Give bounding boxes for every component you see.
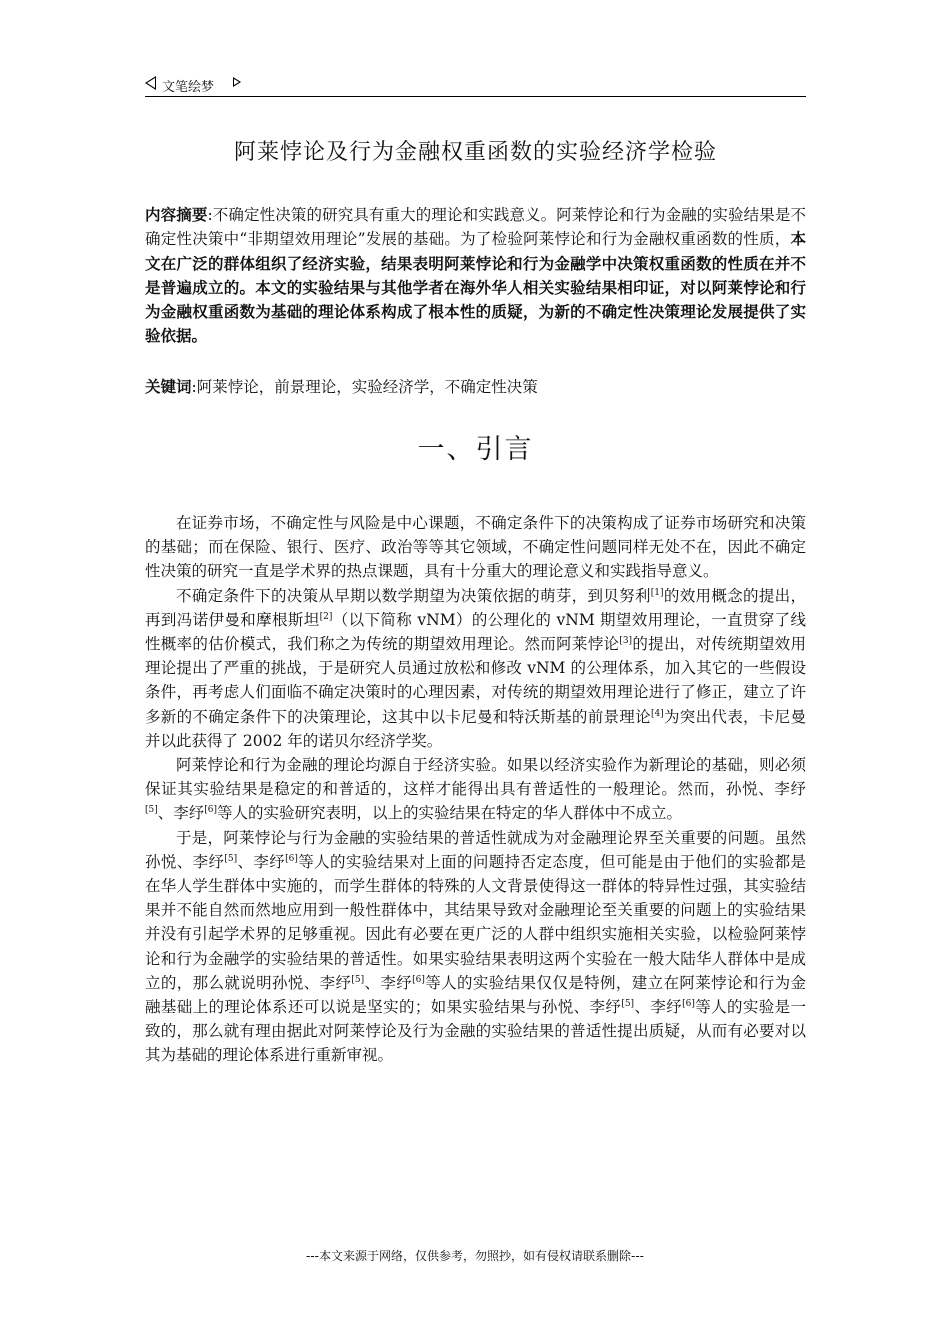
citation-ref: [1]: [650, 587, 664, 598]
citation-ref: [6]: [285, 853, 298, 864]
paragraph-text: 不确定条件下的决策从早期以数学期望为决策依据的萌芽，到贝努利: [176, 586, 651, 605]
abstract-label: 内容摘要: [145, 206, 208, 224]
citation-ref: [5]: [224, 853, 238, 864]
paragraph-text: 、李纾: [237, 852, 286, 871]
paragraph-text: 、李纾: [157, 804, 205, 823]
paragraph-text: 等人的实验结果对上面的问题持否定态度，但可能是由于他们的实验都是在华人学生群体中实施的，而学生群体的特殊的人文背景使得这一群体的特异性过强，其实验结果并不能自然而然地应用到一般性群体中，其结果导致对金融理论至关重要的问题上的实验结果并没有引起学术界的足够重视。因此有必要在更广泛的人群中组织实施相关实验，以检验阿莱悖论和行为金融学的实验结果的普适性。如果实验结果表明这两个实验在一般大陆华人群体中是成立的，那么就说明孙悦、李纾: [145, 852, 806, 992]
document-title: 阿莱悖论及行为金融权重函数的实验经济学检验: [233, 140, 717, 165]
abstract: [145, 203, 806, 349]
keywords: [145, 375, 806, 399]
citation-ref: [5]: [351, 974, 365, 985]
paragraph-text: 等人的实验是一致的，那么就有理由据此对阿莱悖论及行为金融的实验结果的普适性提出质疑，从而有必要对以其为基础的理论体系进行重新审视。: [145, 998, 806, 1065]
paragraph-text: 等人的实验研究表明，以上的实验结果在特定的华人群体中不成立。: [217, 804, 683, 823]
citation-ref: [6]: [682, 998, 695, 1009]
paragraph: [145, 826, 806, 1068]
citation-ref: [4]: [650, 708, 664, 719]
footer-notice: ---本文来源于网络，仅供参考，勿照抄，如有侵权请联系删除---: [306, 1249, 644, 1263]
paragraph-text: 、李纾: [364, 973, 413, 992]
running-header: [145, 74, 806, 97]
header-brand: 文笔绘梦: [162, 80, 215, 95]
paragraph-text: 的提出，对传统期望效用理论提出了严重的挑战，于是研究人员通过放松和修改 vNM 的公理体系，加入其它的一些假设条件，再考虑人们面临不确定决策时的心理因素，对传统的期望效用理论进行了修正，建立了许多新的不确定条件下的决策理论，这其中以卡尼曼和特沃斯基的前景理论: [145, 635, 806, 726]
abstract-text: 不确定性决策的研究具有重大的理论和实践意义。阿莱悖论和行为金融的实验结果是不确定性决策中“非期望效用理论”发展的基础。为了检验阿莱悖论和行为金融权重函数的性质，: [145, 206, 806, 249]
paragraph-text: 为突出代表，卡尼曼并以此获得了 2002 年的诺贝尔经济学奖。: [145, 707, 806, 750]
paragraph-text: 阿莱悖论和行为金融的理论均源自于经济实验。如果以经济实验作为新理论的基础，则必须保证其实验结果是稳定的和普适的，这样才能得出具有普适性的一般理论。然而，孙悦、李纾: [145, 756, 806, 799]
paragraph-text: 于是，阿莱悖论与行为金融的实验结果的普适性就成为对金融理论界至关重要的问题。虽然孙悦、李纾: [145, 828, 806, 871]
abstract-separator: :: [207, 206, 213, 224]
abstract-text-bold: 本文在广泛的群体组织了经济实验，结果表明阿莱悖论和行为金融学中决策权重函数的性质在并不是普遍成立的。本文的实验结果与其他学者在海外华人相关实验结果相印证，对以阿莱悖论和行为金融权重函数为基础的理论体系构成了根本性的质疑，为新的不确定性决策理论发展提供了实验依据。: [145, 229, 806, 346]
paragraph-text: 的效用概念的提出，再到冯诺伊曼和摩根斯坦: [145, 586, 806, 629]
keywords-label: 关键词: [145, 378, 192, 396]
paragraph: 在证券市场，不确定性与风险是中心课题，不确定条件下的决策构成了证券市场研究和决策的基础；而在保险、银行、医疗、政治等等其它领域，不确定性问题同样无处不在，因此不确定性决策的研究一直是学术界的热点课题，具有十分重大的理论意义和实践指导意义。: [145, 514, 806, 581]
triangle-right-icon: [233, 77, 241, 87]
keywords-separator: :: [191, 378, 197, 396]
paragraph-text: 、李纾: [634, 998, 683, 1017]
triangle-left-icon: [145, 76, 156, 90]
citation-ref: [6]: [204, 805, 218, 816]
paragraph-text: 等人的实验结果仅仅是特例，建立在阿莱悖论和行为金融基础上的理论体系还可以说是坚实的；如果实验结果与孙悦、李纾: [145, 973, 806, 1017]
paragraph: [145, 753, 806, 826]
citation-ref: [5]: [145, 805, 158, 816]
body-text: [145, 511, 806, 1068]
citation-ref: [5]: [621, 998, 635, 1009]
citation-ref: [2]: [319, 611, 333, 622]
paragraph: [145, 584, 806, 753]
citation-ref: [3]: [619, 635, 633, 646]
citation-ref: [6]: [412, 974, 425, 985]
keywords-text: 阿莱悖论，前景理论，实验经济学，不确定性决策: [196, 378, 538, 396]
section-heading: 一、引言: [417, 434, 534, 465]
paragraph-text: （以下简称 vNM）的公理化的 vNM 期望效用理论，一直贯穿了线性概率的估价模式，我们称之为传统的期望效用理论。然而阿莱悖论: [145, 610, 806, 654]
